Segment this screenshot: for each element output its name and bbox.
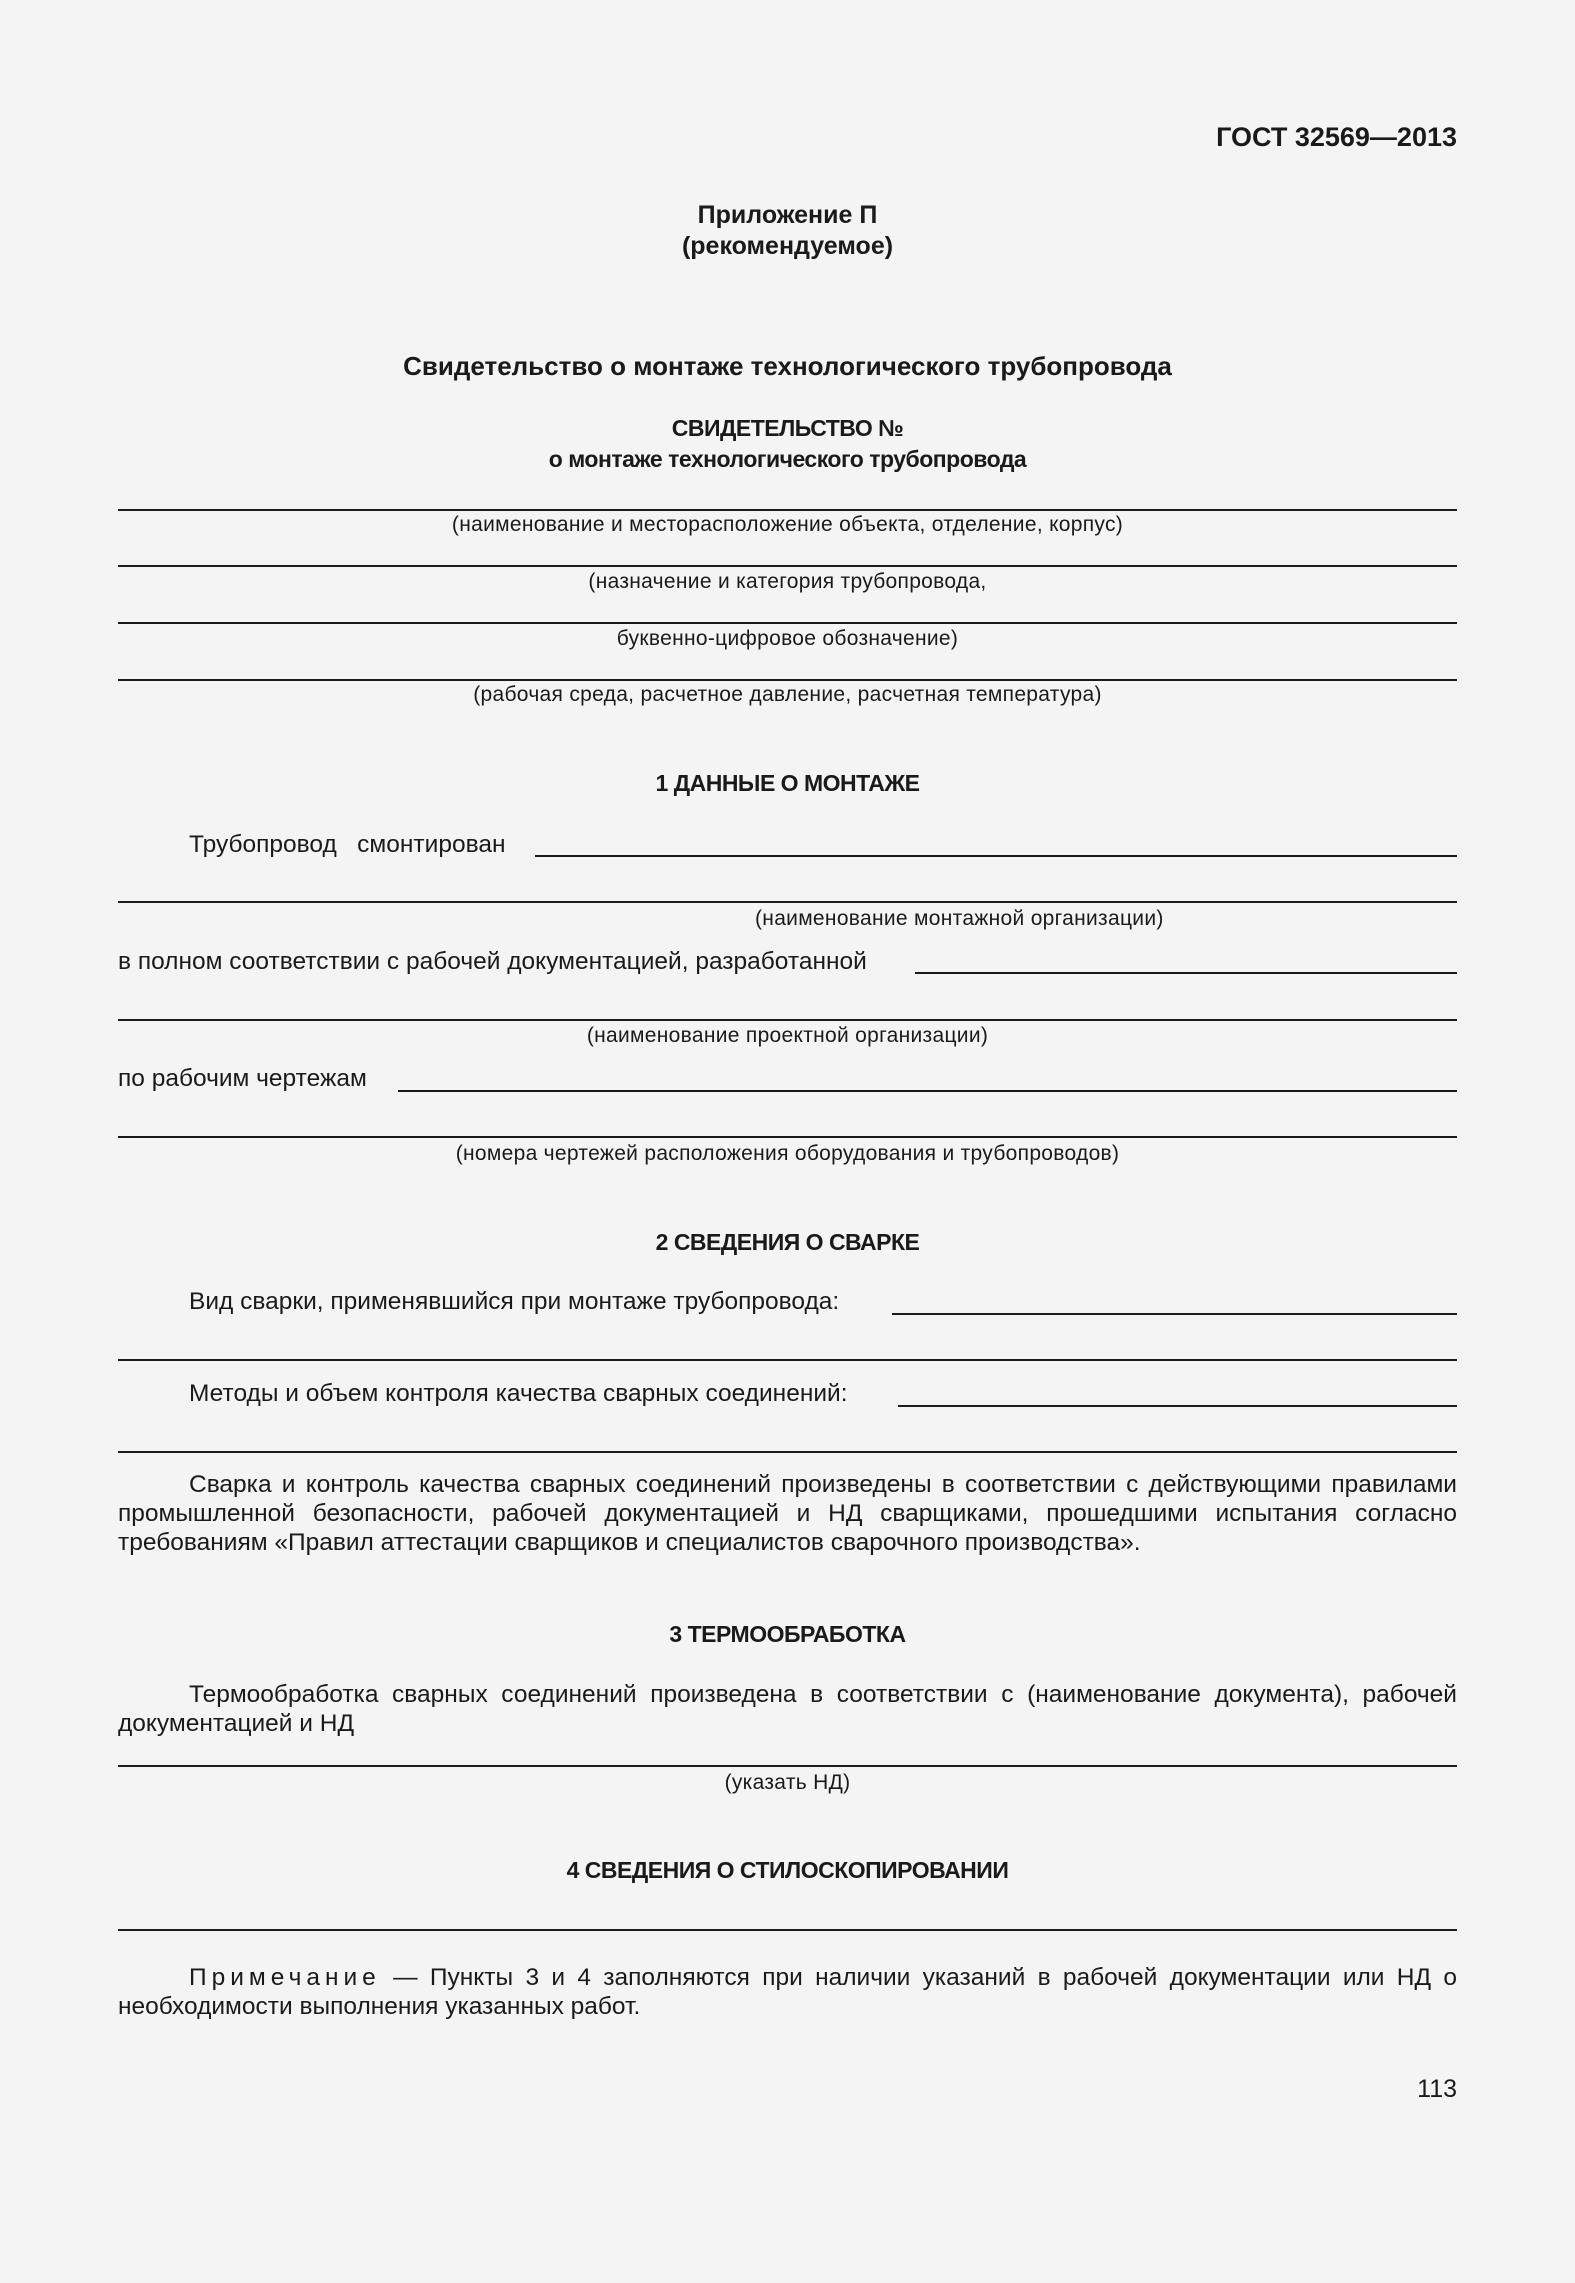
weld-type-label: Вид сварки, применявшийся при монтаже трубопровода: bbox=[189, 1288, 840, 1315]
caption-purpose: (назначение и категория трубопровода, bbox=[588, 570, 987, 593]
fill-line-methods-2[interactable] bbox=[118, 1451, 1457, 1453]
fill-line-weld-type[interactable] bbox=[892, 1313, 1457, 1315]
caption-mounting-org: (наименование монтажной организации) bbox=[755, 907, 1164, 930]
mounted-label: Трубопровод смонтирован bbox=[189, 831, 506, 858]
fill-line-styloscopy[interactable] bbox=[118, 1929, 1457, 1931]
document-title: Свидетельство о монтаже технологического трубопровода bbox=[403, 351, 1172, 381]
annex-title: Приложение П bbox=[697, 201, 878, 229]
caption-drawings: (номера чертежей расположения оборудования и трубопроводов) bbox=[455, 1142, 1120, 1165]
fill-line-nd[interactable] bbox=[118, 1765, 1457, 1767]
fill-line-weld-type-2[interactable] bbox=[118, 1359, 1457, 1361]
fill-line-medium[interactable] bbox=[118, 679, 1457, 681]
fill-line-methods[interactable] bbox=[898, 1405, 1457, 1407]
annex-status: (рекомендуемое) bbox=[681, 232, 894, 260]
fill-line-accordance[interactable] bbox=[915, 972, 1457, 974]
note-text: — Пункты 3 и 4 заполняются при наличии указаний в рабочей документации или НД о необходимости выполнения указанных работ. bbox=[118, 1964, 1457, 2020]
fill-line-mounted[interactable] bbox=[535, 855, 1457, 857]
standard-number: ГОСТ 32569—2013 bbox=[1216, 122, 1457, 152]
fill-line-drawings-2[interactable] bbox=[118, 1136, 1457, 1138]
caption-design-org: (наименование проектной организации) bbox=[586, 1024, 989, 1047]
drawings-label: по рабочим чертежам bbox=[118, 1065, 367, 1092]
annex-heading bbox=[118, 200, 1457, 262]
accordance-label: в полном соответствии с рабочей документацией, разработанной bbox=[118, 948, 867, 975]
page-number: 113 bbox=[1417, 2075, 1457, 2103]
caption-object: (наименование и месторасположение объекта, отделение, корпус) bbox=[451, 513, 1124, 536]
note-label: Примечание bbox=[189, 1964, 381, 1991]
section-1-title: 1 ДАННЫЕ О МОНТАЖЕ bbox=[655, 770, 920, 796]
heat-treatment-paragraph: Термообработка сварных соединений произведена в соответствии с (наименование документа), рабочей документацией и НД bbox=[118, 1681, 1457, 1737]
section-3-title: 3 ТЕРМООБРАБОТКА bbox=[669, 1621, 906, 1647]
section-4-title: 4 СВЕДЕНИЯ О СТИЛОСКОПИРОВАНИИ bbox=[566, 1857, 1009, 1883]
fill-line-object[interactable] bbox=[118, 509, 1457, 511]
fill-line-mounted-2[interactable] bbox=[118, 901, 1457, 903]
note-paragraph bbox=[118, 1963, 1457, 2021]
fill-line-designation[interactable] bbox=[118, 622, 1457, 624]
certificate-subtitle: о монтаже технологического трубопровода bbox=[548, 446, 1027, 472]
section-2-title: 2 СВЕДЕНИЯ О СВАРКЕ bbox=[655, 1229, 920, 1255]
caption-nd: (указать НД) bbox=[724, 1771, 851, 1794]
welding-paragraph: Сварка и контроль качества сварных соединений произведены в соответствии с действующими правилами промышленной безопасности, рабочей документацией и НД сварщиками, прошедшими испытания согласно требованиям «Правил аттестации сварщиков и специалистов сварочного производства». bbox=[118, 1471, 1457, 1556]
fill-line-drawings[interactable] bbox=[398, 1090, 1457, 1092]
fill-line-purpose[interactable] bbox=[118, 565, 1457, 567]
caption-medium: (рабочая среда, расчетное давление, расчетная температура) bbox=[473, 683, 1102, 706]
certificate-title: СВИДЕТЕЛЬСТВО № bbox=[671, 415, 904, 441]
methods-label: Методы и объем контроля качества сварных соединений: bbox=[189, 1380, 848, 1407]
fill-line-design-org[interactable] bbox=[118, 1019, 1457, 1021]
caption-designation: буквенно-цифровое обозначение) bbox=[616, 627, 959, 650]
